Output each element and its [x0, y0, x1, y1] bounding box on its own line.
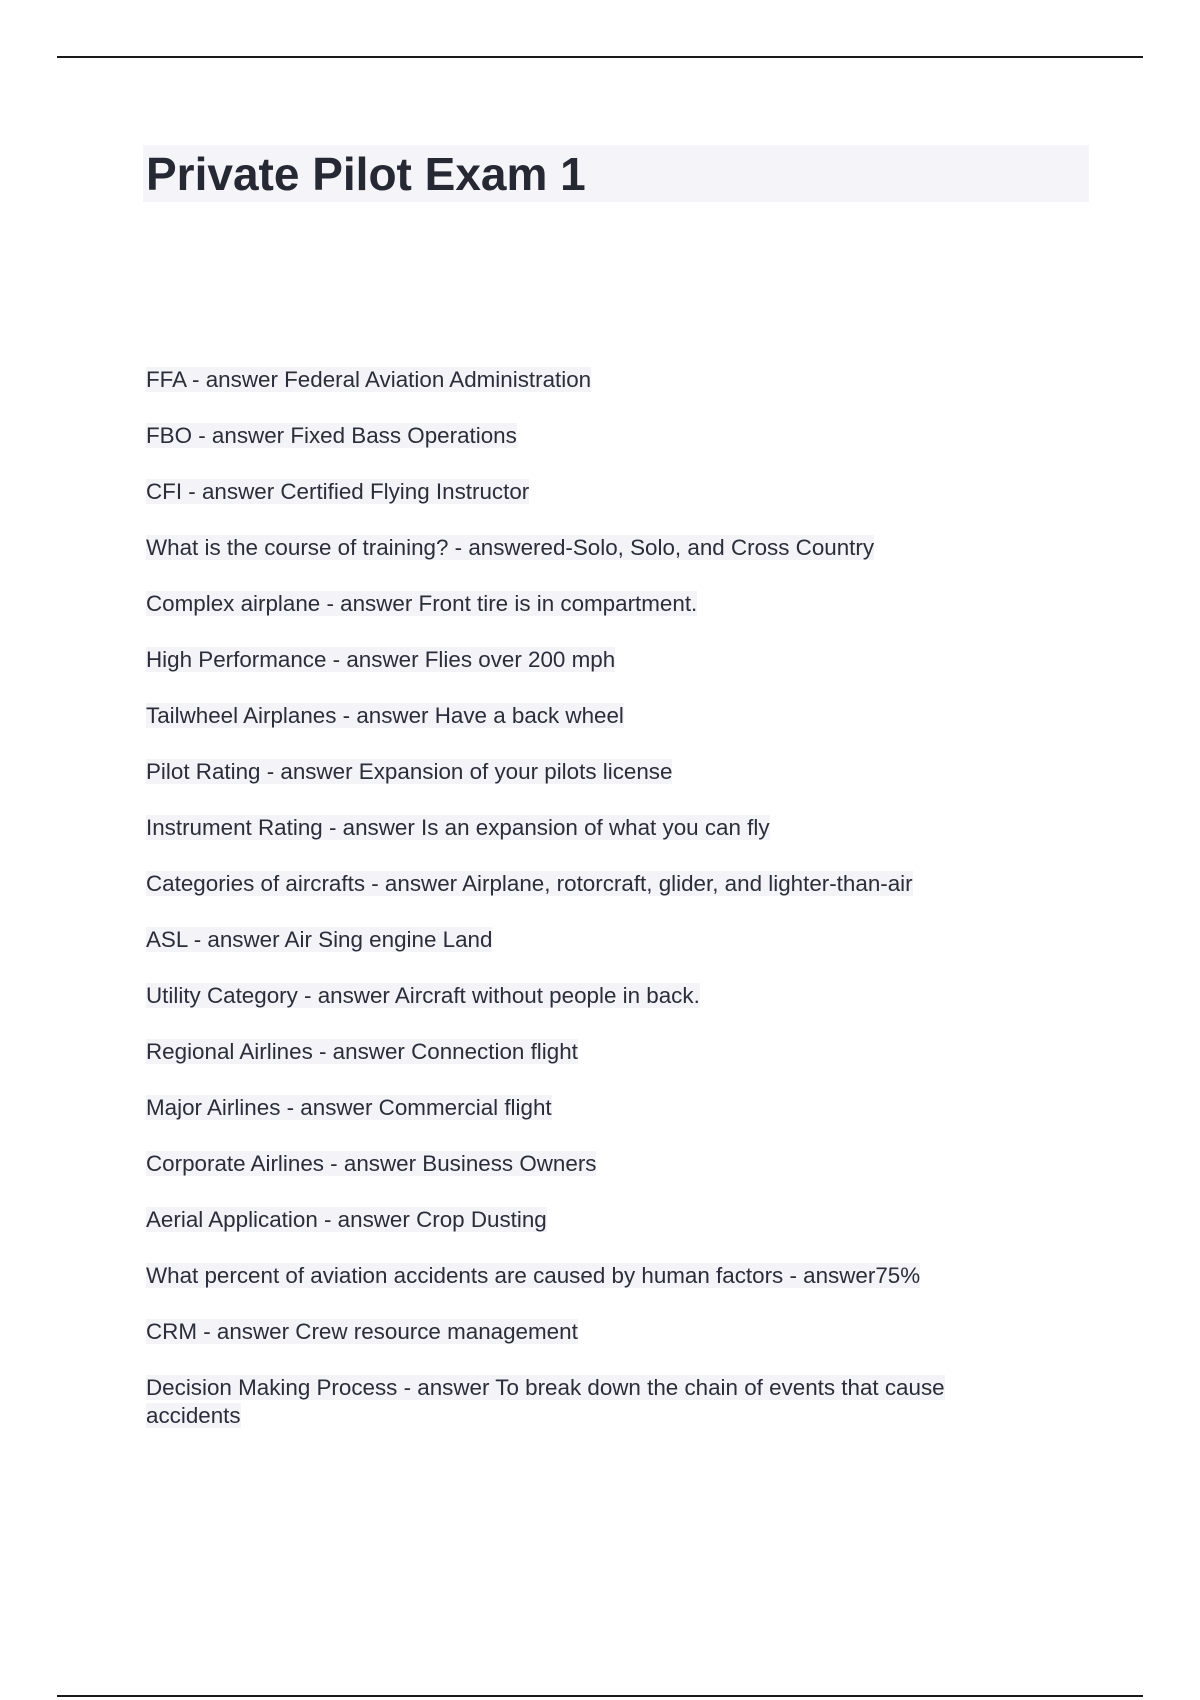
qa-text: Regional Airlines - answer Connection flight: [146, 1039, 578, 1064]
qa-item-asl: [146, 926, 1026, 982]
qa-text: Complex airplane - answer Front tire is in compartment.: [146, 591, 698, 616]
qa-text: What is the course of training? - answered-Solo, Solo, and Cross Country: [146, 535, 875, 560]
qa-item-high-performance: [146, 646, 1026, 702]
qa-text: Aerial Application - answer Crop Dusting: [146, 1207, 547, 1232]
qa-text: FBO - answer Fixed Bass Operations: [146, 423, 517, 448]
qa-item-tailwheel-airplanes: [146, 702, 1026, 758]
qa-item-major-airlines: [146, 1094, 1026, 1150]
qa-text: Instrument Rating - answer Is an expansion of what you can fly: [146, 815, 770, 840]
qa-text: Tailwheel Airplanes - answer Have a back wheel: [146, 703, 624, 728]
qa-item-categories-of-aircrafts: [146, 870, 1026, 926]
qa-item-regional-airlines: [146, 1038, 1026, 1094]
qa-list: [146, 366, 1026, 1444]
qa-text: CRM - answer Crew resource management: [146, 1319, 578, 1344]
qa-item-ffa: [146, 366, 1026, 422]
qa-text: Categories of aircrafts - answer Airplane, rotorcraft, glider, and lighter-than-air: [146, 871, 913, 896]
qa-item-pilot-rating: [146, 758, 1026, 814]
qa-text: Utility Category - answer Aircraft without people in back.: [146, 983, 700, 1008]
qa-item-decision-making-process: [146, 1374, 1026, 1444]
bottom-rule: [57, 1695, 1143, 1697]
qa-text: CFI - answer Certified Flying Instructor: [146, 479, 530, 504]
qa-text: ASL - answer Air Sing engine Land: [146, 927, 493, 952]
qa-item-crm: [146, 1318, 1026, 1374]
qa-item-instrument-rating: [146, 814, 1026, 870]
qa-text: Pilot Rating - answer Expansion of your pilots license: [146, 759, 673, 784]
qa-item-utility-category: [146, 982, 1026, 1038]
qa-text: Major Airlines - answer Commercial flight: [146, 1095, 552, 1120]
qa-text: FFA - answer Federal Aviation Administration: [146, 367, 592, 392]
top-rule: [57, 56, 1143, 58]
qa-item-fbo: [146, 422, 1026, 478]
qa-item-corporate-airlines: [146, 1150, 1026, 1206]
page-title: Private Pilot Exam 1: [146, 148, 586, 200]
qa-text: High Performance - answer Flies over 200 mph: [146, 647, 616, 672]
qa-text: What percent of aviation accidents are caused by human factors - answer75%: [146, 1263, 921, 1288]
qa-text: Decision Making Process - answer To break down the chain of events that cause accidents: [146, 1375, 945, 1428]
qa-item-course-of-training: [146, 534, 1026, 590]
qa-text: Corporate Airlines - answer Business Owners: [146, 1151, 597, 1176]
qa-item-cfi: [146, 478, 1026, 534]
qa-item-aerial-application: [146, 1206, 1026, 1262]
qa-item-complex-airplane: [146, 590, 1026, 646]
qa-item-human-factors: [146, 1262, 1026, 1318]
